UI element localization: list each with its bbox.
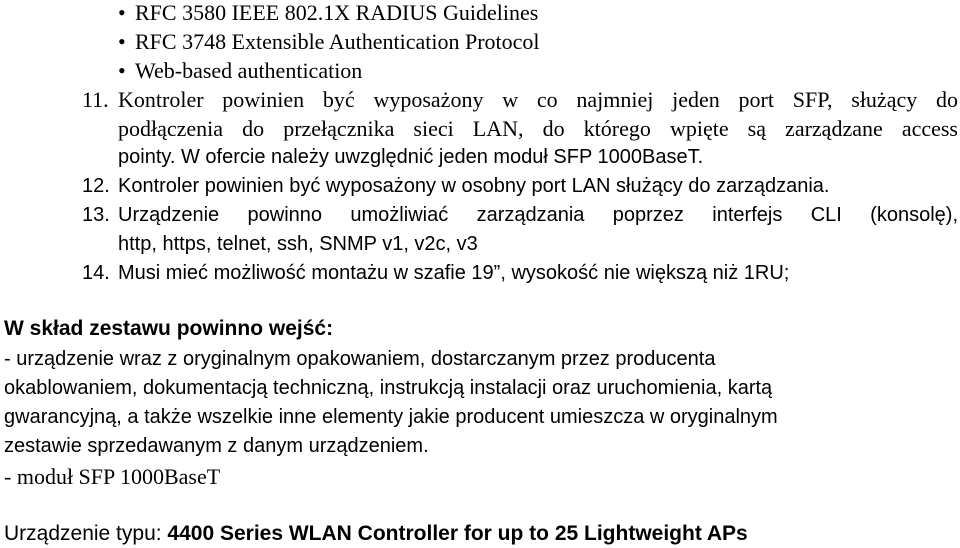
requirement-item-12 [82,172,958,201]
device-type-label: Urządzenie typu: [4,522,168,545]
paragraph-line: - urządzenie wraz z oryginalnym opakowaniem, dostarczanym przez producenta [4,348,716,370]
kit-contents-heading: W skład zestawu powinno wejść: [4,317,334,340]
requirement-text-line: Urządzenie powinno umożliwiać zarządzania poprzez interfejs CLI (konsolę), [118,204,958,226]
protocol-bullet-list [118,0,958,85]
paragraph-line: okablowaniem, dokumentacją techniczną, instrukcją instalacji oraz uruchomienia, kartą [4,377,773,399]
bullet-icon: • [118,29,126,54]
bullet-text: Web-based authentication [135,58,363,83]
paragraph-line: gwarancyjną, a także wszelkie inne elementy jakie producent umieszcza w oryginalnym [4,406,778,428]
kit-contents-paragraph [4,345,934,461]
requirement-number: 13. [82,204,110,226]
device-type-line [4,519,748,548]
requirement-text-line: podłączenia do przełącznika sieci LAN, do którego wpięte są zarządzane access [118,116,958,141]
requirement-number: 14. [82,262,110,284]
bullet-item [118,56,958,85]
requirement-item-11 [82,85,958,172]
bullet-item [118,0,958,27]
bullet-icon: • [118,0,126,25]
bullet-item [118,27,958,56]
requirement-text-line: pointy. W ofercie należy uwzględnić jeden moduł SFP 1000BaseT. [118,146,704,168]
requirement-text-line: http, https, telnet, ssh, SNMP v1, v2c, v3 [118,233,478,255]
requirement-number: 11. [82,87,109,112]
requirement-text-line: Musi mieć możliwość montażu w szafie 19”, wysokość nie większą niż 1RU; [118,262,790,284]
requirement-item-14 [82,259,958,288]
requirement-number: 12. [82,175,110,197]
requirements-list [82,85,958,288]
requirement-text-line: Kontroler powinien być wyposażony w co najmniej jeden port SFP, służący do [118,87,958,112]
bullet-icon: • [118,58,126,83]
bullet-text: RFC 3580 IEEE 802.1X RADIUS Guidelines [135,0,539,25]
requirement-text-line: Kontroler powinien być wyposażony w osobny port LAN służący do zarządzania. [118,175,830,197]
device-type-name: 4400 Series WLAN Controller for up to 25 Lightweight APs [167,522,748,545]
bullet-text: RFC 3748 Extensible Authentication Protocol [135,29,540,54]
requirement-item-13 [82,201,958,259]
paragraph-line: zestawie sprzedawanym z danym urządzeniem. [4,435,429,457]
sfp-module-line: - moduł SFP 1000BaseT [4,464,221,489]
